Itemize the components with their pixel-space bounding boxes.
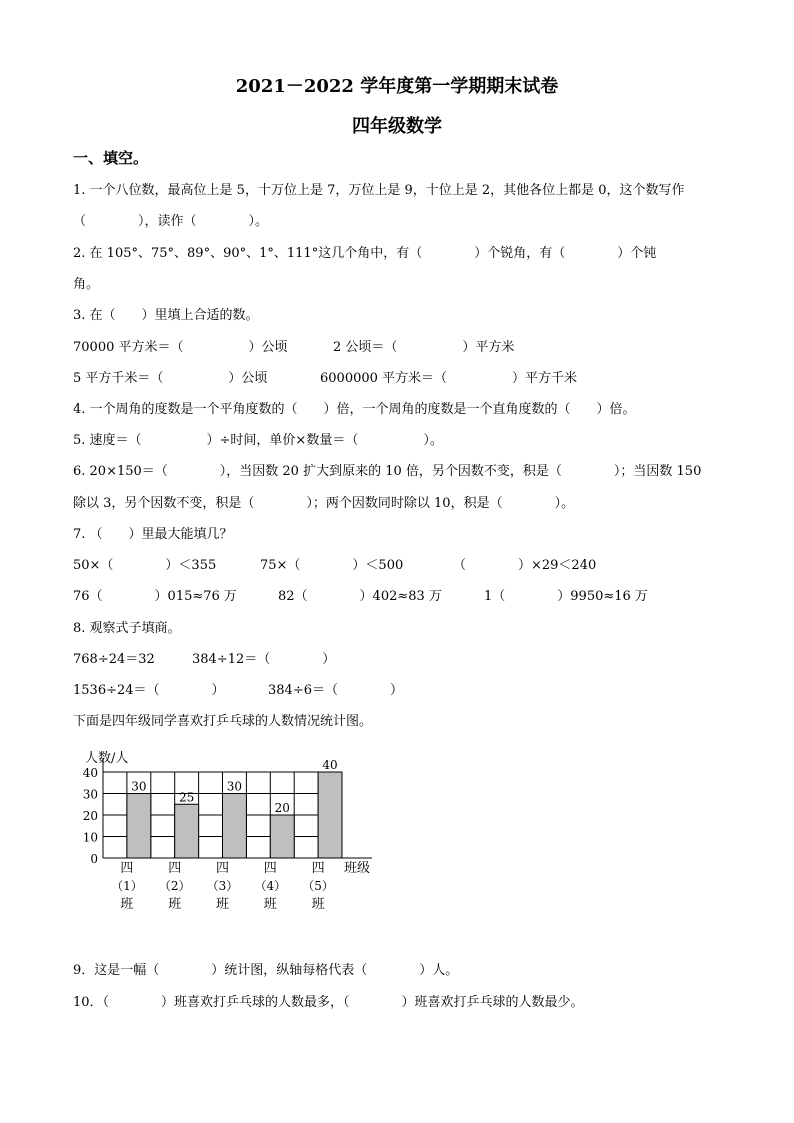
bar-data-label: 20 (274, 801, 290, 815)
question-3-item-c: 5 平方千米＝（ ）公顷 (73, 371, 268, 386)
question-2-line-2: 角。 (73, 277, 100, 292)
question-7-item-c: （ ）×29＜240 (453, 558, 597, 573)
category-label-top: 四 (263, 861, 277, 876)
bar (270, 815, 294, 858)
y-axis-label: 人数/人 (85, 751, 129, 766)
question-7-item-a: 50×（ ）＜355 (73, 558, 217, 573)
question-10: 10．（ ）班喜欢打乒乓球的人数最多，（ ）班喜欢打乒乓球的人数最少。 (73, 995, 584, 1010)
bar (127, 794, 151, 859)
category-label-top: 四 (168, 861, 182, 876)
category-label-top: 四 (311, 861, 325, 876)
question-1-line-1: 1. 一个八位数，最高位上是 5，十万位上是 7，万位上是 9，十位上是 2，其他各位上都是 0，这个数写作 (73, 183, 685, 198)
section-heading: 一、填空。 (73, 149, 149, 167)
question-3-line-1: 3. 在（ ）里填上合适的数。 (73, 308, 259, 323)
category-label-mid: （4） (254, 879, 287, 893)
question-9: 9．这是一幅（ ）统计图，纵轴每格代表（ ）人。 (73, 963, 459, 978)
exam-subtitle: 四年级数学 (352, 116, 442, 137)
category-label-mid: （5） (302, 879, 334, 893)
question-7-item-d: 76（ ）015≈76 万 (73, 589, 237, 604)
exam-title: 2021－2022 学年度第一学期期末试卷 (235, 76, 559, 97)
category-label-bot: 班 (311, 897, 325, 912)
question-7-item-f: 1（ ）9950≈16 万 (484, 589, 648, 604)
question-3-item-b: 2 公顷＝（ ）平方米 (333, 340, 515, 355)
question-6-line-1: 6. 20×150＝（ ），当因数 20 扩大到原来的 10 倍，另个因数不变，积是（ ）；当因数 150 (73, 464, 702, 479)
bar (318, 772, 342, 858)
question-1-line-2: （ ），读作（ ）。 (73, 214, 269, 229)
question-7-item-b: 75×（ ）＜500 (260, 558, 404, 573)
question-7-item-e: 82（ ）402≈83 万 (278, 589, 442, 604)
bar (223, 794, 247, 859)
category-label-bot: 班 (120, 897, 134, 912)
bar-chart (60, 740, 400, 920)
y-tick-label: 40 (82, 766, 98, 780)
x-axis-label: 班级 (344, 861, 371, 876)
category-label-mid: （3） (206, 879, 239, 893)
question-5: 5. 速度＝（ ）÷时间，单价×数量＝（ ）。 (73, 433, 443, 448)
category-label-mid: （2） (158, 879, 191, 893)
y-tick-label: 10 (82, 830, 98, 845)
y-tick-label: 20 (82, 809, 98, 823)
category-label-bot: 班 (215, 897, 230, 912)
question-8-item-c: 1536÷24＝（ ） (73, 683, 225, 698)
question-4: 4. 一个周角的度数是一个平角度数的（ ）倍，一个周角的度数是一个直角度数的（ ）倍。 (73, 402, 636, 417)
bar-data-label: 25 (179, 790, 195, 805)
category-label-mid: （1） (111, 879, 143, 893)
question-8-item-a: 768÷24＝32 (73, 652, 155, 667)
question-7-line-1: 7. （ ）里最大能填几？ (73, 527, 233, 542)
bar-data-label: 30 (226, 779, 243, 794)
question-8-line-1: 8. 观察式子填商。 (73, 621, 181, 636)
question-8-item-b: 384÷12＝（ ） (192, 652, 336, 667)
category-label-top: 四 (215, 861, 230, 876)
question-3-item-d: 6000000 平方米＝（ ）平方千米 (320, 371, 578, 386)
chart-intro: 下面是四年级同学喜欢打乒乓球的人数情况统计图。 (73, 714, 373, 729)
bar (175, 804, 199, 858)
question-2-line-1: 2. 在 105°、75°、89°、90°、1°、111°这几个角中，有（ ）个锐角，有（ ）个钝 (73, 246, 657, 261)
category-label-top: 四 (120, 861, 134, 876)
question-6-line-2: 除以 3，另个因数不变，积是（ ）；两个因数同时除以 10，积是（ ）。 (73, 496, 575, 511)
category-label-bot: 班 (168, 897, 182, 912)
y-tick-label: 30 (82, 787, 98, 802)
category-label-bot: 班 (263, 897, 277, 912)
bar-data-label: 40 (322, 758, 338, 772)
question-3-item-a: 70000 平方米＝（ ）公顷 (73, 340, 288, 355)
bar-data-label: 30 (131, 779, 147, 794)
question-8-item-d: 384÷6＝（ ） (268, 683, 403, 698)
y-tick-label: 0 (90, 852, 98, 866)
